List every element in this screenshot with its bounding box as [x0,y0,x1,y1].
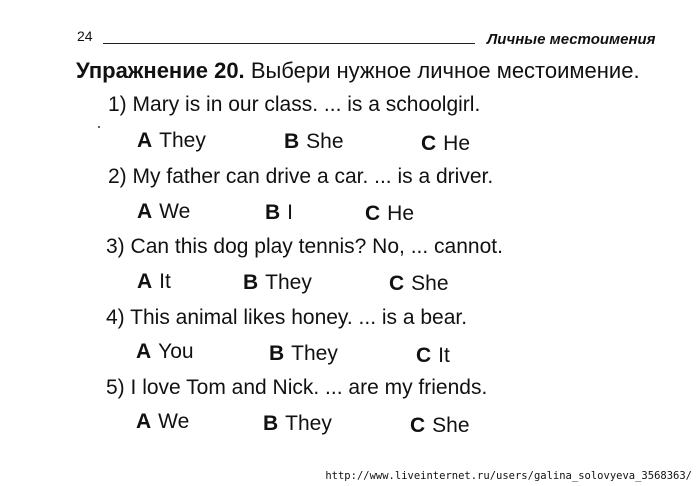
question-number: 2) [108,165,127,188]
option-text: He [387,202,415,225]
option-letter: B [263,412,279,435]
option-text: She [411,272,449,295]
option-letter: A [136,410,152,433]
question-number: 5) [106,376,125,399]
option-5c[interactable] [410,414,470,438]
running-title: Личные местоимения [487,31,656,48]
question-text: My father can drive a car. ... is a driver. [132,165,494,188]
question-number: 3) [106,235,125,258]
option-5b[interactable] [263,412,332,436]
question-1 [108,93,480,117]
page-number: 24 [77,28,93,44]
option-1a[interactable] [137,129,206,153]
option-text: He [443,132,471,155]
option-1c[interactable] [421,132,470,156]
option-2c[interactable] [365,202,414,226]
question-text: Mary is in our class. ... is a schoolgirl. [132,93,481,116]
option-4b[interactable] [269,342,338,366]
question-text: I love Tom and Nick. ... are my friends. [130,376,488,399]
question-2 [108,165,493,189]
exercise-heading [76,58,640,84]
option-text: They [291,342,338,365]
question-number: 4) [106,306,125,329]
option-3c[interactable] [389,272,449,296]
option-text: It [159,270,171,293]
option-letter: C [416,344,432,367]
source-url: http://www.liveinternet.ru/users/galina_solovyeva_3568363/ [325,470,692,482]
option-letter: B [265,201,281,224]
option-text: They [159,129,206,152]
option-letter: C [421,132,437,155]
exercise-label: Упражнение 20. [76,58,245,83]
option-text: I [287,201,294,224]
option-text: They [265,271,312,294]
question-text: Can this dog play tennis? No, ... cannot. [130,235,503,258]
option-2b[interactable] [265,201,293,225]
option-letter: A [137,270,153,293]
option-2a[interactable] [137,200,190,224]
question-number: 1) [108,93,127,116]
option-letter: A [136,340,152,363]
question-4 [106,306,467,330]
option-5a[interactable] [136,410,189,434]
option-letter: C [410,414,426,437]
question-3 [106,235,503,259]
stray-dot [98,126,100,128]
option-text: It [438,344,450,367]
option-text: We [159,200,191,223]
exercise-instruction: Выбери нужное личное местоимение. [250,58,640,83]
option-letter: B [243,271,259,294]
option-letter: B [284,130,300,153]
option-letter: C [365,202,381,225]
option-text: She [306,130,344,153]
option-letter: C [389,272,405,295]
option-3a[interactable] [137,270,171,294]
option-letter: A [137,129,153,152]
option-letter: B [269,342,285,365]
option-text: You [158,340,194,363]
option-3b[interactable] [243,271,312,295]
option-letter: A [137,200,153,223]
option-text: We [158,410,190,433]
question-text: This animal likes honey. ... is a bear. [130,306,468,329]
option-text: She [432,414,470,437]
option-4a[interactable] [136,340,194,364]
option-4c[interactable] [416,344,450,368]
question-5 [106,376,487,400]
header-rule [103,43,475,44]
option-text: They [285,412,332,435]
option-1b[interactable] [284,130,344,154]
